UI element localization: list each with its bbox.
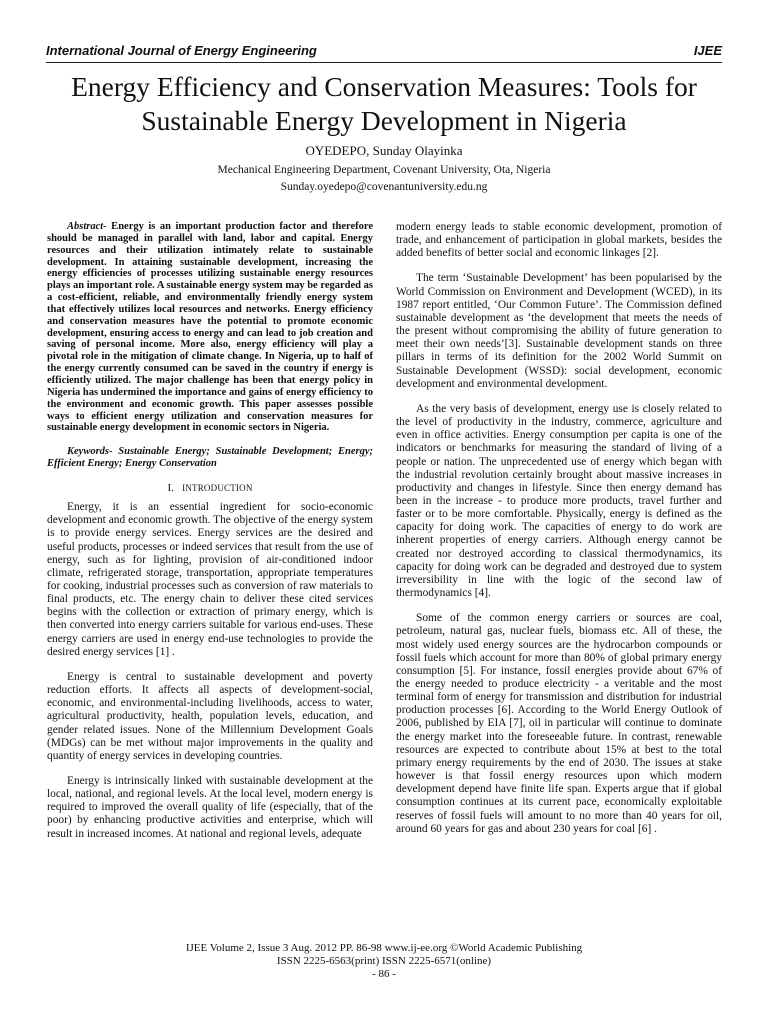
journal-name: International Journal of Energy Engineering: [46, 43, 317, 58]
abstract-text: Energy is an important production factor and therefore should be managed in parallel with land, labor and capital. Energy resources and their utilization intimately relate to sustainable development. In attaining sustainable development, increasing the energy efficiencies of processes utilizing sustainable energy resources plays an important role. A sustainable energy system may be regarded as a cost-efficient, reliable, and environmentally friendly energy system that effectively utilizes local resources and networks. Energy efficiency and conservation measures have the potential to promote economic development, ensuring access to energy and can lead to job creation and saving of personal income. More also, energy efficiency will play a pivotal role in the mitigation of climate change. In Nigeria, up to half of the energy currently consumed can be saved in the country if energy is efficiently utilized. The major challenge has been that energy policy in Nigeria has undermined the importance and gains of energy efficiency to the environment and economic growth. This paper assesses possible ways to efficient energy utilization and conservation measures for sustainable energy development in economic sectors in Nigeria.: [47, 221, 373, 434]
right-column: [396, 221, 722, 848]
page-footer: [0, 942, 768, 981]
paper-title: Energy Efficiency and Conservation Measures: Tools for Sustainable Energy Development in Nigeria: [71, 71, 697, 136]
paragraph: Energy is intrinsically linked with sustainable development at the local, national, and regional levels. At the local level, modern energy is required to improved the overall quality of life (especially, that of the poor) by enhancing productive activities and enterprise, which will result in increased incomes. At national and regional levels, adequate: [47, 775, 373, 840]
paragraph: As the very basis of development, energy use is closely related to the level of productivity in the industry, commerce, agriculture and even in office activities. Energy consumption per capita is one of the indicators or benchmarks for measuring the standard of living of a people or nation. The unprecedented use of energy which began with the industrial revolution certainly brought about massive increases in productivity and changes in lifestyle. Since then energy demand has been in the increase - to produce more products, travel further and faster or to be more comfortable. Physically, energy is defined as the capacity for doing work. The capacities of energy to do work are inherent properties of energy carriers. Although energy cannot be created nor destroyed according to classical thermodynamics, its capacity for doing work can be degraded and destroyed due to system irreversibility in line with the logic of the second law of thermodynamics [4].: [396, 402, 722, 600]
paragraph: The term ‘Sustainable Development’ has been popularised by the World Commission on Environment and Development (WCED), in its 1987 report entitled, ‘Our Common Future’. The Commission defined sustainable development as ‘the development that meets the needs of the present without compromising the ability of future generation to meet their own needs’[3]. Sustainable development stands on three pillars in terms of its definition for the 2002 World Summit on Sustainable Development (WSSD): social development, economic development and environmental development.: [396, 272, 722, 390]
running-header: [46, 40, 722, 63]
journal-abbreviation: IJEE: [693, 43, 722, 58]
section-title: INTRODUCTION: [182, 482, 253, 493]
keywords: Keywords- Sustainable Energy; Sustainable Development; Energy; Efficient Energy; Energy Conservation: [47, 446, 373, 470]
footer-issn: ISSN 2225-6563(print) ISSN 2225-6571(online): [276, 955, 492, 967]
paragraph: modern energy leads to stable economic development, promotion of trade, and enhancement of participation in global markets, besides the added benefits of better social and economic linkages [2].: [396, 221, 722, 260]
footer-publication-info: IJEE Volume 2, Issue 3 Aug. 2012 PP. 86-98 www.ij-ee.org ©World Academic Publishing: [185, 942, 583, 954]
paragraph: Energy is central to sustainable development and poverty reduction efforts. It affects all aspects of development-social, economic, and environmental-including livelihoods, access to water, agricultural productivity, health, population levels, education, and gender related issues. None of the Millennium Development Goals (MDGs) can be met without major improvements in the quality and quantity of energy services in developing countries.: [47, 670, 373, 762]
abstract-lead: Abstract-: [67, 221, 107, 232]
author-affiliation: Mechanical Engineering Department, Covenant University, Ota, Nigeria: [217, 164, 551, 176]
author-name: OYEDEPO, Sunday Olayinka: [305, 143, 463, 158]
section-heading: [47, 482, 373, 495]
page-number: - 86 -: [372, 968, 396, 980]
paragraph: Some of the common energy carriers or sources are coal, petroleum, natural gas, nuclear fuels, biomass etc. All of these, the most widely used energy sources are the hydrocarbon compounds or fossil fuels which account for more than 80% of global primary energy consumption [5]. For instance, fossil energies provide about 67% of the energy needed to produce electricity - a veritable and the most terminal form of energy for transmission and distribution for industrial production processes [6]. According to the World Energy Outlook of 2006, published by EIA [7], oil in particular will continue to dominate the energy market into the foreseeable future. In contrast, renewable resources are expected to contribute about 15% at best to the total primary energy requirements by the end of 2030. The issues at stake however is that fossil energy resources upon which modern development depend have finite life span. Experts argue that if global consumption continues at its current pace, economically exploitable reserves of fossil fuels will amount to no more than 40 years for oil, around 60 years for gas and about 230 years for coal [6] .: [396, 612, 722, 835]
paragraph: Energy, it is an essential ingredient for socio-economic development and economic growth. The objective of the energy system is to provide energy services. Energy services are the desired and useful products, processes or indeed services that result from the use of energy, such as for lighting, provision of air-conditioned indoor climate, refrigerated storage, transportation, appropriate temperatures for cooking, industrial processes such as conversion of raw materials to final products, etc. The energy chain to deliver these cited services begins with the collection or extraction of primary energy, which is then converted into energy carriers suitable for various end-uses. These energy carriers are used in energy end-use technologies to provide the desired energy services [1] .: [47, 501, 373, 658]
section-number: I.: [167, 481, 174, 494]
left-column: [47, 221, 373, 853]
abstract: [47, 221, 373, 434]
author-email[interactable]: Sunday.oyedepo@covenantuniversity.edu.ng: [280, 181, 488, 193]
